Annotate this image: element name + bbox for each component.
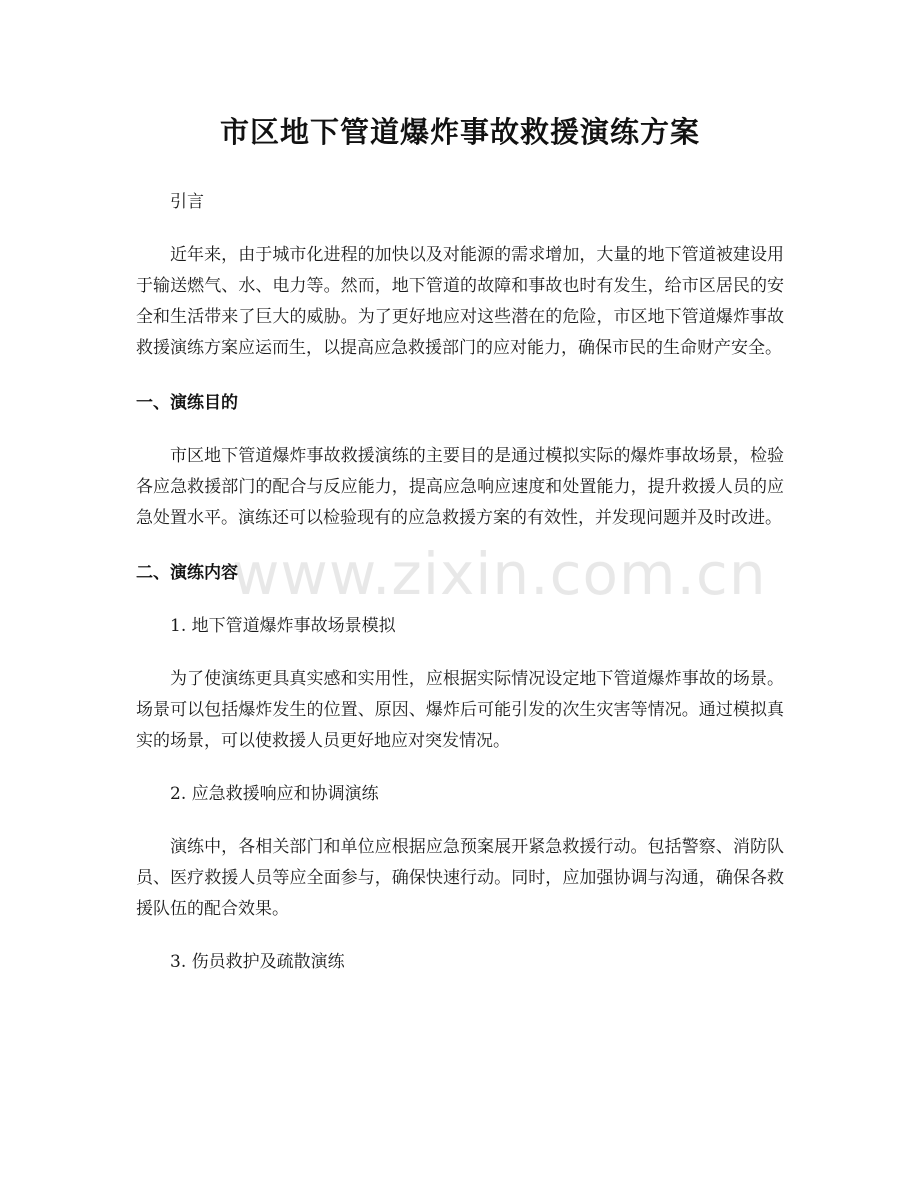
section-heading-purpose: 一、演练目的 [136,393,238,413]
list-item-paragraph-1: 为了使演练更具真实感和实用性，应根据实际情况设定地下管道爆炸事故的场景。场景可以包括爆炸发生的位置、原因、爆炸后可能引发的次生灾害等情况。通过模拟真实的场景，可以使救援人员更好地应对突发情况。 [136,669,784,751]
section-heading-content: 二、演练内容 [136,563,238,583]
list-item-title-2: 2. 应急救援响应和协调演练 [170,784,379,804]
intro-paragraph: 近年来，由于城市化进程的加快以及对能源的需求增加，大量的地下管道被建设用于输送燃气、水、电力等。然而，地下管道的故障和事故也时有发生，给市区居民的安全和生活带来了巨大的威胁。为了更好地应对这些潜在的危险，市区地下管道爆炸事故救援演练方案应运而生，以提高应急救援部门的应对能力，确保市民的生命财产安全。 [136,245,784,358]
list-item-paragraph-2: 演练中，各相关部门和单位应根据应急预案展开紧急救援行动。包括警察、消防队员、医疗救援人员等应全面参与，确保快速行动。同时，应加强协调与沟通，确保各救援队伍的配合效果。 [136,837,784,919]
document-title: 市区地下管道爆炸事故救援演练方案 [219,115,700,149]
intro-label: 引言 [170,192,204,212]
list-item-title-1: 1. 地下管道爆炸事故场景模拟 [170,616,396,636]
section-paragraph-purpose: 市区地下管道爆炸事故救援演练的主要目的是通过模拟实际的爆炸事故场景，检验各应急救援部门的配合与反应能力，提高应急响应速度和处置能力，提升救援人员的应急处置水平。演练还可以检验现有的应急救援方案的有效性，并发现问题并及时改进。 [136,446,784,528]
watermark: www.zixin.com.cn [232,540,767,608]
list-item-title-3: 3. 伤员救护及疏散演练 [170,952,345,972]
